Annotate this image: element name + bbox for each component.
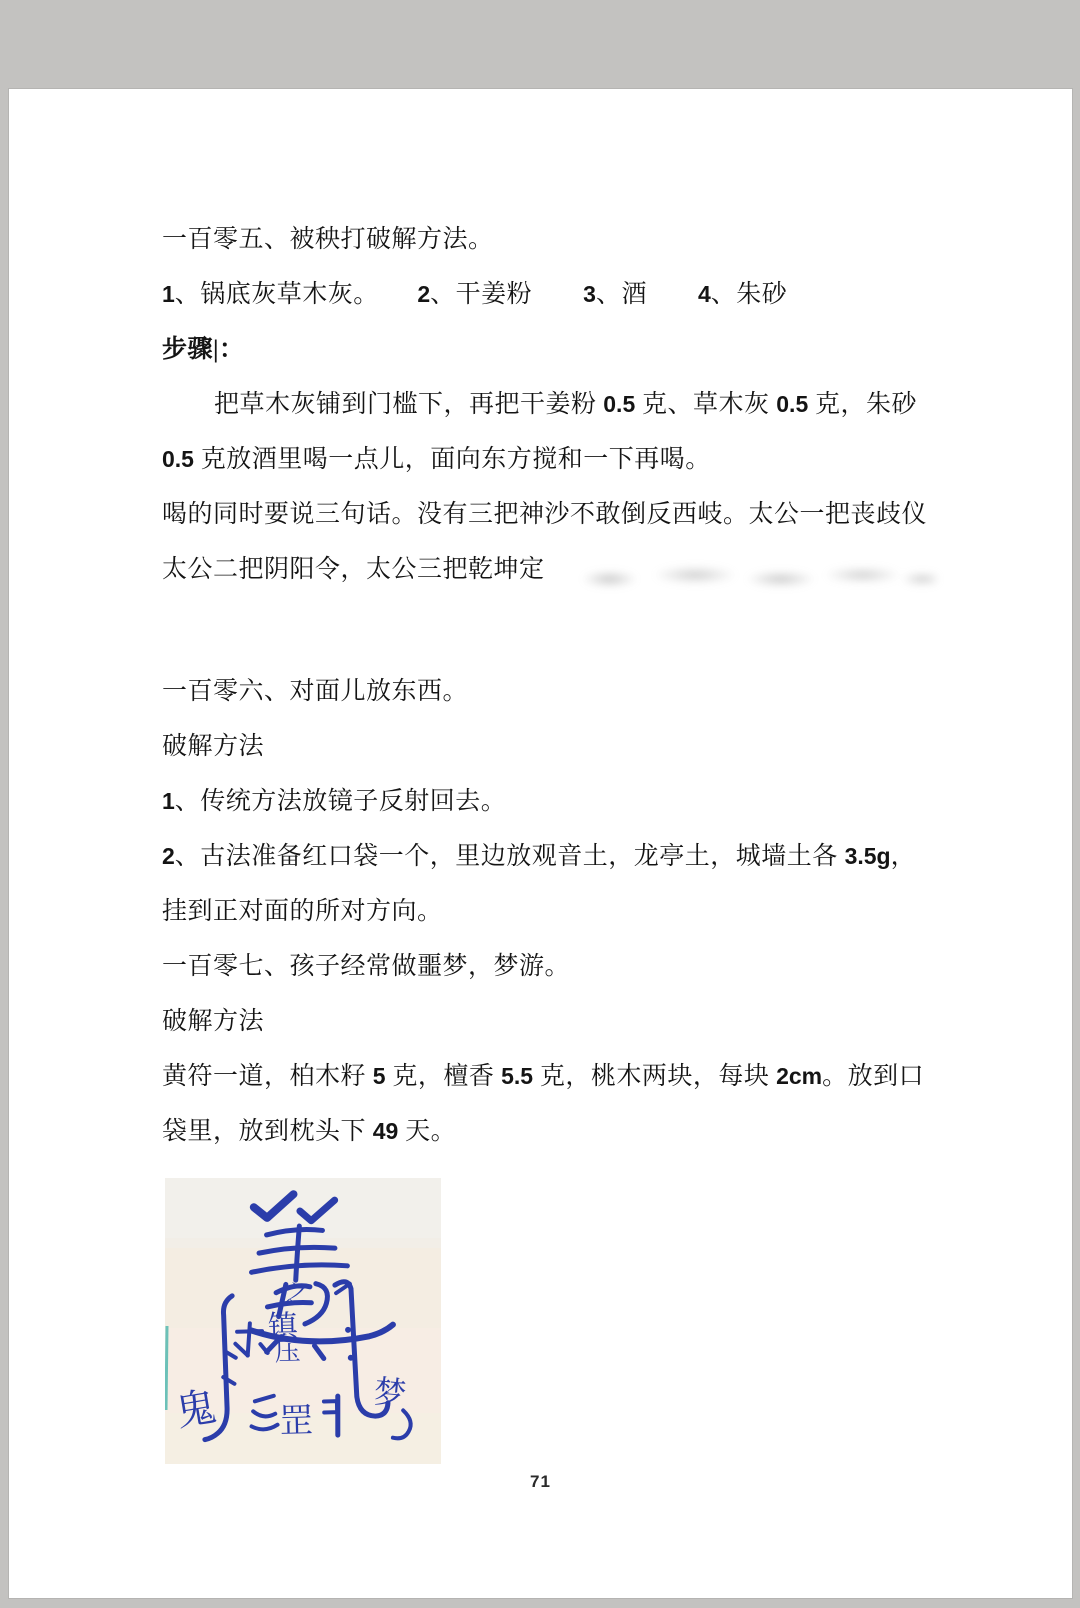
steps-line-4: 太公二把阴阳令，太公三把乾坤定	[162, 556, 545, 583]
sec-106-method-label: 破解方法	[162, 733, 265, 760]
page-number: 71	[530, 1472, 551, 1491]
sec-106-heading: 一百零六、对面儿放东西。	[162, 678, 469, 705]
talisman-char-meng: 梦	[372, 1373, 408, 1413]
sec-107-heading: 一百零七、孩子经常做噩梦，梦游。	[162, 953, 571, 980]
sec-107-line-1: 黄符一道，柏木籽 5 克，檀香 5.5 克，桃木两块，每块 2cm。放到口	[162, 1063, 925, 1090]
talisman-char-ya: 压	[274, 1337, 302, 1367]
steps-label: 步骤|：	[162, 336, 245, 363]
talisman-drawing	[165, 1178, 441, 1464]
talisman-char-gui: 鬼	[172, 1383, 220, 1435]
steps-line-2: 0.5 克放酒里喝一点儿，面向东方搅和一下再喝。	[162, 446, 711, 473]
talisman-char-gang: 罡	[278, 1402, 314, 1441]
sec-106-method-1: 1、传统方法放镜子反射回去。	[162, 788, 507, 815]
talisman-char-zhen: 镇	[267, 1310, 299, 1344]
talisman-image	[165, 1178, 441, 1464]
photo-edge-teal-line	[166, 1326, 167, 1410]
sec-105-heading: 一百零五、被秧打破解方法。	[162, 226, 494, 253]
talisman-char-zhi: 之	[283, 1281, 309, 1309]
sec-106-method-2b: 挂到正对面的所对方向。	[162, 898, 443, 925]
sec-107-line-2: 袋里，放到枕头下 49 天。	[162, 1118, 457, 1145]
steps-line-1: 把草木灰铺到门槛下，再把干姜粉 0.5 克、草木灰 0.5 克，朱砂	[214, 391, 918, 418]
steps-line-3: 喝的同时要说三句话。没有三把神沙不敢倒反西岐。太公一把丧歧仪	[162, 501, 928, 528]
sec-106-method-2: 2、古法准备红口袋一个，里边放观音土，龙亭土，城墙土各 3.5g，	[162, 843, 917, 870]
sec-105-materials: 1、锅底灰草木灰。 2、干姜粉 3、酒 4、朱砂	[162, 281, 788, 308]
sec-107-method-label: 破解方法	[162, 1008, 265, 1035]
document-page	[9, 89, 1072, 1598]
document-text	[162, 212, 927, 1159]
